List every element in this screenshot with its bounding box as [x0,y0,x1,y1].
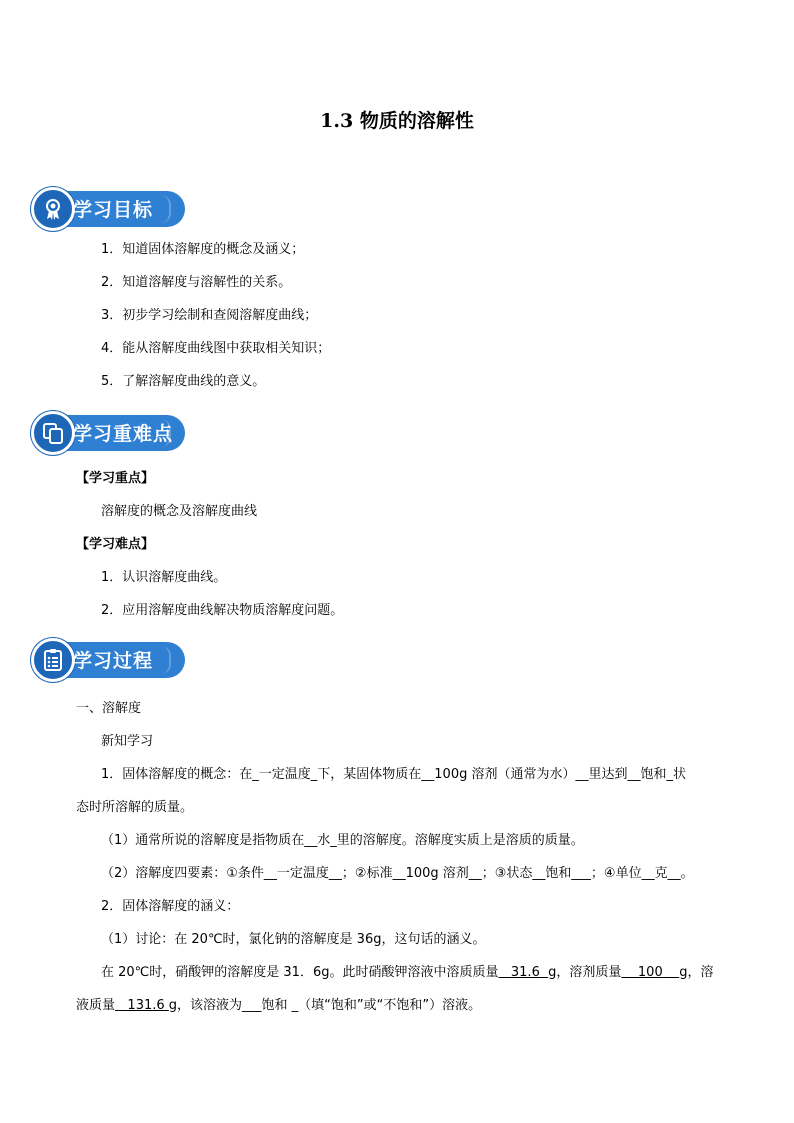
text-segment: 在 20℃时，硝酸钾的溶解度是 31．6g。此时硝酸钾溶液中溶质质量 [101,965,499,980]
part-heading: 一、溶解度 [76,701,142,716]
focus-text: 溶解度的概念及溶解度曲线 [101,504,258,519]
answer-blank: 131.6 [127,998,165,1013]
section-banner-objectives [31,187,186,231]
paragraph-line [76,994,481,1013]
page-title: 1.3 物质的溶解性 [320,110,474,132]
copy-icon [31,411,75,455]
answer-blank: 31.6 [510,965,540,980]
award-icon [31,187,75,231]
focus-label: 【学习重点】 [76,471,155,486]
text-segment: g，溶 [679,965,714,980]
objective-item: 1．知道固体溶解度的概念及涵义； [101,242,305,257]
text-segment: g，溶剂质量 [548,965,622,980]
objective-item: 3．初步学习绘制和查阅溶解度曲线； [101,308,318,323]
difficulty-item: 1．认识溶解度曲线。 [101,570,227,585]
objective-item: 5．了解溶解度曲线的意义。 [101,374,266,389]
paragraph-line [101,961,714,980]
checklist-icon [31,638,75,682]
section-heading: 学习目标 [73,199,154,221]
paragraph-line: 态时所溶解的质量。 [76,800,194,815]
objective-item: 4．能从溶解度曲线图中获取相关知识； [101,341,331,356]
paragraph-line: （2）溶解度四要素：①条件__一定温度__；②标准__100g 溶剂__；③状态__饱和___；④单位__克__。 [101,866,694,881]
answer-blank: 100 [637,965,663,980]
subheading: 新知学习 [101,734,154,749]
paragraph-line: （1）通常所说的溶解度是指物质在__水_里的溶解度。溶解度实质上是溶质的质量。 [101,833,584,848]
text-segment: g，该溶液为___饱和 _（填“饱和”或“不饱和”）溶液。 [168,998,482,1013]
paragraph-line: （1）讨论：在 20℃时，氯化钠的溶解度是 36g，这句话的涵义。 [101,932,486,947]
paragraph-line: 1．固体溶解度的概念：在_一定温度_下，某固体物质在__100g 溶剂（通常为水）__里达到__饱和_状 [101,767,686,782]
section-heading: 学习过程 [73,650,154,672]
text-segment: 液质量 [76,998,116,1013]
section-heading: 学习重难点 [73,423,174,445]
difficulty-item: 2．应用溶解度曲线解决物质溶解度问题。 [101,603,344,618]
section-banner-key-points [31,411,186,455]
difficulty-label: 【学习难点】 [76,537,155,552]
objective-item: 2．知道溶解度与溶解性的关系。 [101,275,292,290]
section-banner-process [31,638,186,682]
paragraph-line: 2．固体溶解度的涵义： [101,899,240,914]
